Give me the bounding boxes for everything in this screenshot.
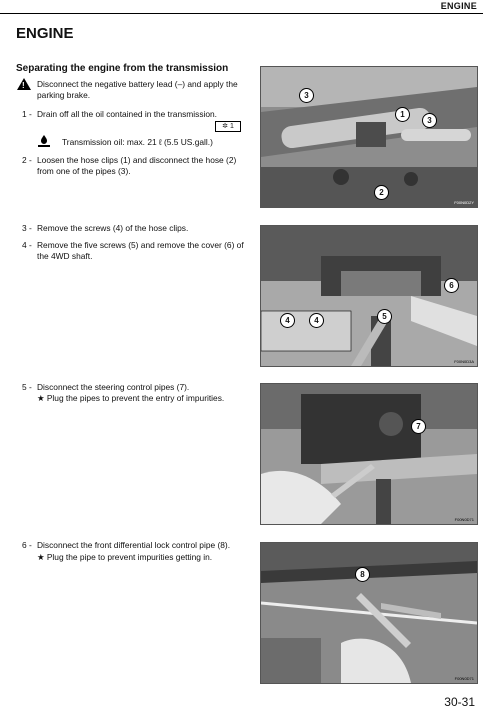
photo-hose-clips: [260, 66, 478, 208]
callout-6: 6: [444, 278, 459, 293]
step-1-number: 1 -: [22, 109, 32, 119]
callout-5: 5: [377, 309, 392, 324]
page-header: [0, 0, 483, 14]
step-3-text: Remove the screws (4) of the hose clips.: [37, 223, 189, 233]
header-rule: [0, 13, 483, 14]
page-title: ENGINE: [16, 25, 74, 42]
callout-4a: 4: [280, 313, 295, 328]
step-4-number: 4 -: [22, 240, 32, 250]
photo-code: F00N0D71: [454, 676, 474, 681]
oil-can-icon: [37, 134, 51, 148]
step-4-line-1: Remove the five screws (5) and remove the cover (6) of: [37, 240, 244, 250]
step-4-line-2: the 4WD shaft.: [37, 251, 93, 261]
step-6-text: Disconnect the front differential lock control pipe (8).: [37, 540, 231, 550]
step-1-text: Drain off all the oil contained in the transmission.: [37, 109, 218, 119]
procedure-subtitle: Separating the engine from the transmission: [16, 63, 229, 74]
page-number: 30-31: [444, 695, 475, 709]
step-6-number: 6 -: [22, 540, 32, 550]
callout-3a: 3: [299, 88, 314, 103]
header-section-title: ENGINE: [440, 1, 477, 11]
spec-reference-box: ✲ 1: [215, 121, 241, 132]
callout-8: 8: [355, 567, 370, 582]
step-3-number: 3 -: [22, 223, 32, 233]
callout-3b: 3: [422, 113, 437, 128]
photo-code: F00N0D71: [454, 517, 474, 522]
step-5-number: 5 -: [22, 382, 32, 392]
step-2-line-2: from one of the pipes (3).: [37, 166, 131, 176]
photo-4wd-cover: [260, 225, 478, 367]
step-6-note: ★ Plug the pipe to prevent impurities getting in.: [37, 552, 213, 562]
callout-1: 1: [395, 107, 410, 122]
spec-oil-text: Transmission oil: max. 21 ℓ (5.5 US.gall.): [62, 137, 213, 147]
callout-2: 2: [374, 185, 389, 200]
warning-line-2: parking brake.: [37, 90, 91, 100]
callout-7: 7: [411, 419, 426, 434]
photo-steering-pipes: [260, 383, 478, 525]
photo-code: F00N0D2Y: [454, 200, 474, 205]
warning-line-1: Disconnect the negative battery lead (–) and apply the: [37, 79, 238, 89]
photo-code: F00N0D3A: [454, 359, 474, 364]
callout-4b: 4: [309, 313, 324, 328]
warning-icon-mark: !: [22, 81, 25, 90]
step-2-number: 2 -: [22, 155, 32, 165]
photo-diff-lock-pipe: [260, 542, 478, 684]
step-5-text: Disconnect the steering control pipes (7).: [37, 382, 190, 392]
step-2-line-1: Loosen the hose clips (1) and disconnect the hose (2): [37, 155, 237, 165]
step-5-note: ★ Plug the pipes to prevent the entry of impurities.: [37, 393, 225, 403]
